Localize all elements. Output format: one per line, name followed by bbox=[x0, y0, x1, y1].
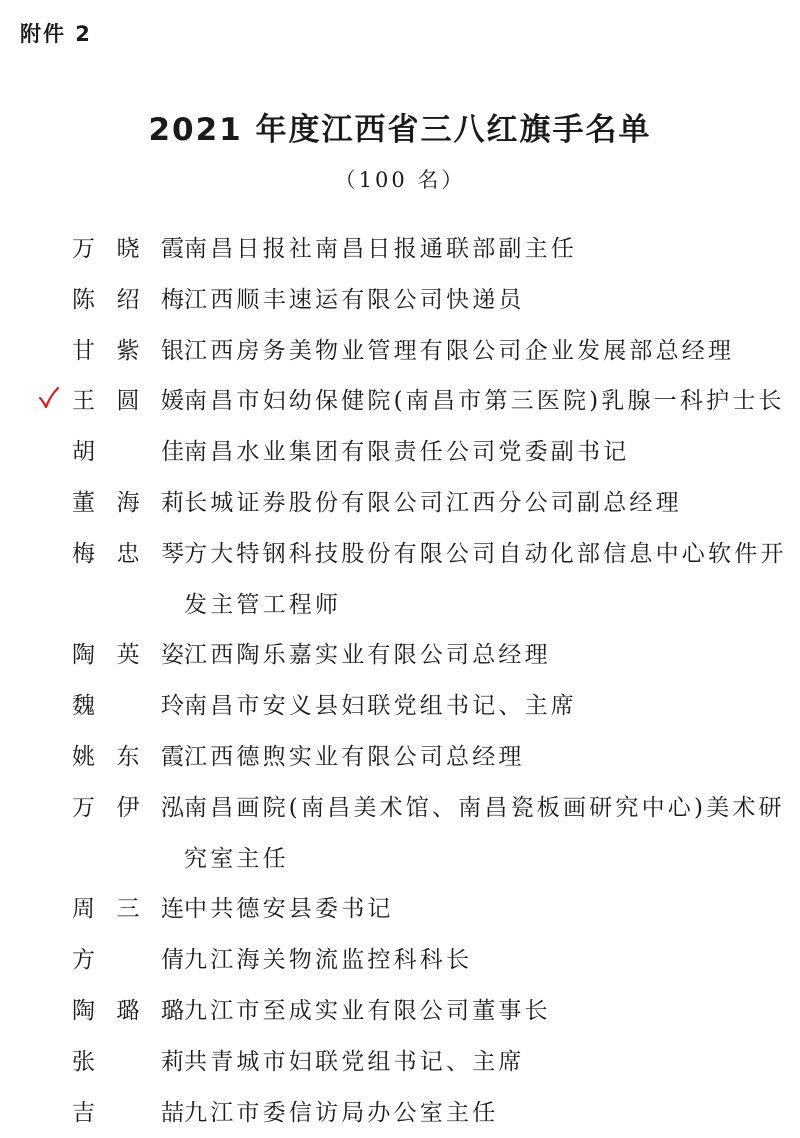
honoree-affiliation: 长城证券股份有限公司江西分公司副总经理 bbox=[184, 489, 682, 516]
list-item bbox=[72, 275, 788, 326]
list-item bbox=[72, 529, 788, 631]
honoree-affiliation: 南昌市妇幼保健院(南昌市第三医院)乳腺一科护士长 bbox=[184, 388, 785, 415]
list-item bbox=[72, 630, 788, 681]
list-item bbox=[72, 427, 788, 478]
honoree-name: 吉 喆 bbox=[72, 1099, 184, 1126]
honoree-name: 梅 忠 琴 bbox=[72, 540, 184, 567]
honoree-name: 方 倩 bbox=[72, 947, 184, 974]
honoree-name: 万 晓 霞 bbox=[72, 236, 184, 262]
honoree-name: 陈 绍 梅 bbox=[72, 286, 184, 313]
honoree-name: 张 莉 bbox=[72, 1048, 184, 1075]
document-count: （100 名） bbox=[334, 168, 466, 192]
honoree-name: 万 伊 泓 bbox=[72, 794, 184, 821]
document-title: 2021 年度江西省三八红旗手名单 bbox=[148, 112, 652, 148]
honoree-name: 董 海 莉 bbox=[72, 489, 184, 516]
list-item bbox=[72, 783, 788, 885]
list-item bbox=[72, 1088, 788, 1138]
honoree-name: 陶 璐 璐 bbox=[72, 997, 184, 1024]
honoree-affiliation: 江西顺丰速运有限公司快递员 bbox=[184, 286, 525, 313]
honoree-affiliation: 江西房务美物业管理有限公司企业发展部总经理 bbox=[184, 337, 735, 364]
attachment-label: 附件 2 bbox=[20, 22, 92, 46]
list-item bbox=[72, 376, 788, 427]
honoree-affiliation: 九江市委信访局办公室主任 bbox=[184, 1099, 499, 1126]
list-item bbox=[72, 1037, 788, 1088]
honoree-affiliation: 共青城市妇联党组书记、主席 bbox=[184, 1048, 525, 1075]
honoree-affiliation: 南昌市安义县妇联党组书记、主席 bbox=[184, 693, 577, 720]
honoree-name: 魏 玲 bbox=[72, 693, 184, 720]
list-item bbox=[72, 884, 788, 935]
honoree-affiliation: 九江市至成实业有限公司董事长 bbox=[184, 997, 551, 1024]
list-item bbox=[72, 326, 788, 377]
red-checkmark-icon bbox=[38, 386, 60, 410]
honoree-affiliation: 方大特钢科技股份有限公司自动化部信息中心软件开发主管工程师 bbox=[184, 540, 787, 618]
list-item bbox=[72, 681, 788, 732]
honoree-affiliation: 南昌日报社南昌日报通联部副主任 bbox=[184, 236, 577, 262]
honoree-affiliation: 江西德煦实业有限公司总经理 bbox=[184, 743, 525, 770]
honoree-list bbox=[72, 224, 788, 1138]
honoree-affiliation: 南昌画院(南昌美术馆、南昌瓷板画研究中心)美术研究室主任 bbox=[184, 794, 785, 872]
honoree-name: 姚 东 霞 bbox=[72, 743, 184, 770]
honoree-name: 胡 佳 bbox=[72, 439, 184, 466]
honoree-affiliation: 中共德安县委书记 bbox=[184, 896, 394, 923]
list-item bbox=[72, 935, 788, 986]
list-item bbox=[72, 224, 788, 275]
honoree-name: 周 三 连 bbox=[72, 896, 184, 923]
honoree-affiliation: 九江海关物流监控科科长 bbox=[184, 947, 473, 974]
honoree-name: 陶 英 姿 bbox=[72, 642, 184, 669]
honoree-name: 王 圆 媛 bbox=[72, 388, 184, 415]
list-item bbox=[72, 986, 788, 1037]
list-item bbox=[72, 478, 788, 529]
honoree-affiliation: 江西陶乐嘉实业有限公司总经理 bbox=[184, 642, 551, 669]
honoree-name: 甘 紫 银 bbox=[72, 337, 184, 364]
list-item bbox=[72, 732, 788, 783]
honoree-affiliation: 南昌水业集团有限责任公司党委副书记 bbox=[184, 439, 630, 466]
